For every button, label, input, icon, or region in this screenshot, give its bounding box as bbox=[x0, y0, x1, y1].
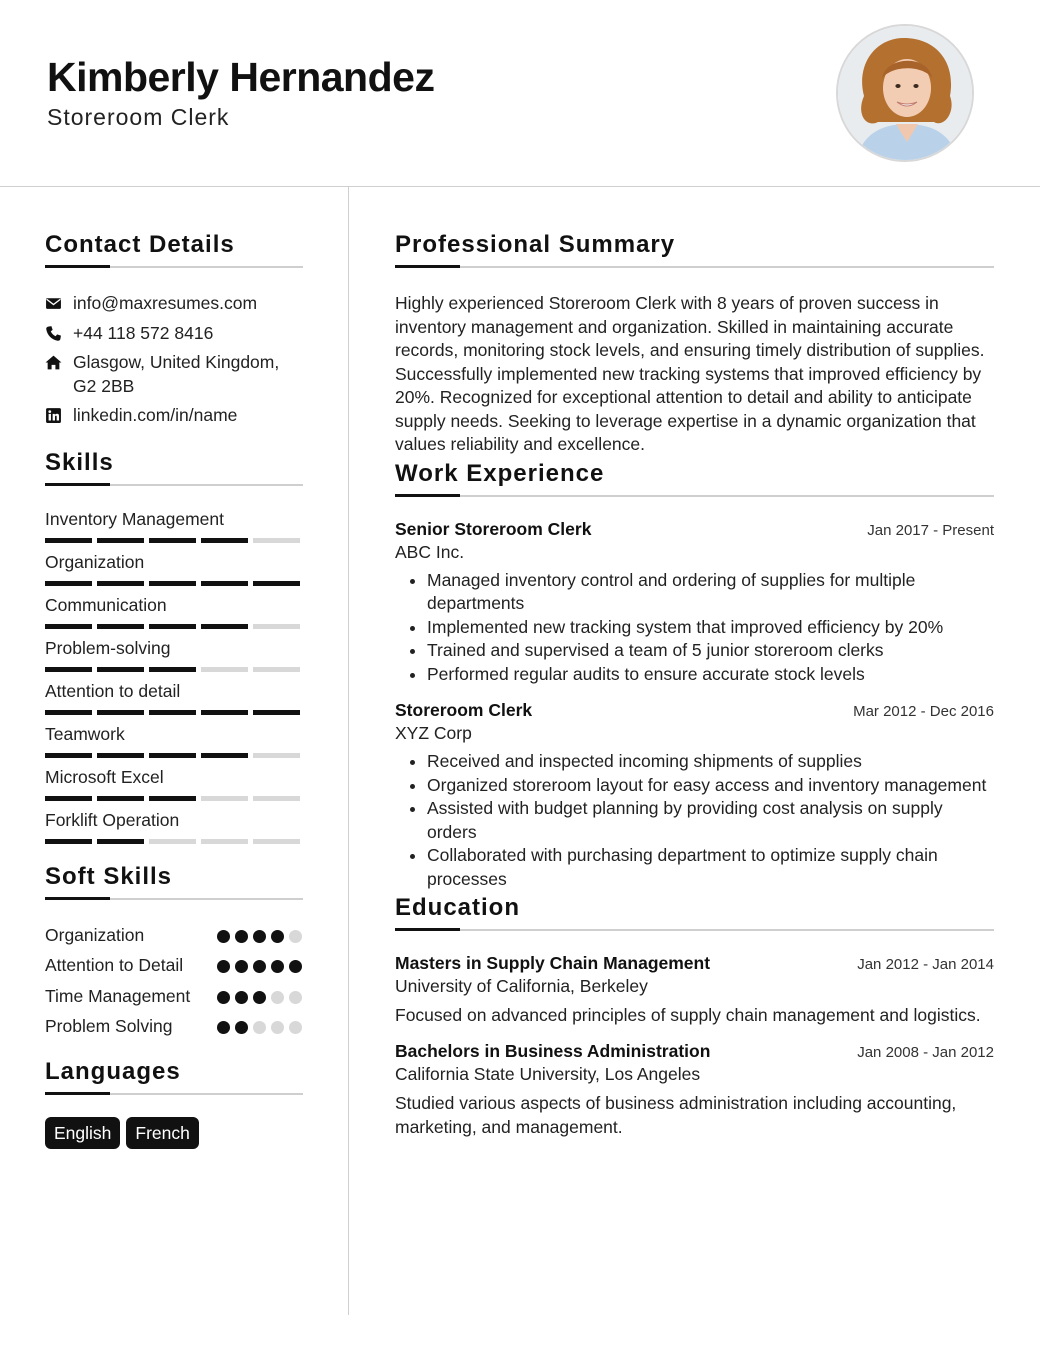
section-rule bbox=[395, 495, 994, 497]
job-bullet: • Trained and supervised a team of 5 junior storeroom clerks bbox=[427, 639, 994, 663]
job-entry bbox=[395, 700, 994, 891]
soft-skill-rating bbox=[217, 954, 303, 978]
phone-icon bbox=[45, 322, 73, 346]
home-icon bbox=[45, 351, 73, 375]
experience-heading: Work Experience bbox=[395, 459, 605, 487]
skill-name: Inventory Management bbox=[45, 508, 224, 529]
skill-name: Forklift Operation bbox=[45, 809, 180, 830]
rating-dot bbox=[271, 960, 284, 973]
skill-name: Microsoft Excel bbox=[45, 766, 164, 787]
skill-level-segment bbox=[253, 753, 300, 758]
skill-level-segment bbox=[253, 624, 300, 629]
education-description: Focused on advanced principles of supply chain management and logistics. bbox=[395, 1005, 981, 1025]
soft-skills-list bbox=[45, 924, 303, 1039]
education-date: Jan 2012 - Jan 2014 bbox=[857, 956, 994, 973]
language-badge: French bbox=[126, 1117, 198, 1149]
skills-heading: Skills bbox=[45, 448, 114, 476]
skill-level-bar bbox=[45, 667, 303, 672]
languages-section bbox=[45, 1057, 303, 1149]
skill-level-segment bbox=[149, 581, 196, 586]
job-bullet: • Organized storeroom layout for easy access and inventory management bbox=[427, 774, 994, 798]
rating-dot bbox=[217, 930, 230, 943]
rating-dot bbox=[217, 1021, 230, 1034]
skill-level-segment bbox=[201, 624, 248, 629]
rating-dot bbox=[235, 930, 248, 943]
soft-skills-section bbox=[45, 862, 303, 1039]
skill-level-segment bbox=[45, 538, 92, 543]
job-bullet: • Received and inspected incoming shipments of supplies bbox=[427, 750, 994, 774]
section-rule bbox=[45, 484, 303, 486]
skill-level-segment bbox=[201, 710, 248, 715]
phone-text: +44 118 572 8416 bbox=[73, 322, 214, 343]
rating-dot bbox=[235, 991, 248, 1004]
skill-level-bar bbox=[45, 839, 303, 844]
languages-list bbox=[45, 1117, 303, 1149]
rating-dot bbox=[235, 1021, 248, 1034]
rating-dot bbox=[235, 960, 248, 973]
contact-address bbox=[45, 351, 303, 398]
skill-level-segment bbox=[201, 581, 248, 586]
degree-title: Bachelors in Business Administration bbox=[395, 1041, 711, 1061]
skill-level-segment bbox=[45, 796, 92, 801]
soft-skill-item bbox=[45, 954, 303, 978]
soft-skill-item bbox=[45, 985, 303, 1009]
summary-text: Highly experienced Storeroom Clerk with 8 years of proven success in inventory management and organization. Skilled in maintaining accurate records, monitoring stock levels, and ensuring timely distribution of supplies. Successfully implemented new tracking systems that improved efficiency by 20%. Recognized for exceptional attention to detail and ability to anticipate supply needs. Seeking to leverage expertise in a dynamic organization that values reliability and excellence. bbox=[395, 293, 985, 454]
resume-header bbox=[0, 0, 1040, 187]
soft-skill-name: Problem Solving bbox=[45, 1016, 173, 1036]
skill-level-segment bbox=[149, 538, 196, 543]
section-rule bbox=[395, 266, 994, 268]
skill-level-segment bbox=[97, 667, 144, 672]
skill-item bbox=[45, 637, 303, 680]
left-column bbox=[45, 230, 303, 1149]
skill-level-segment bbox=[201, 667, 248, 672]
skill-level-segment bbox=[201, 839, 248, 844]
skill-level-segment bbox=[201, 538, 248, 543]
rating-dot bbox=[253, 991, 266, 1004]
job-bullet: • Collaborated with purchasing department to optimize supply chain processes bbox=[427, 844, 994, 891]
skill-level-segment bbox=[253, 710, 300, 715]
rating-dot bbox=[289, 930, 302, 943]
job-header bbox=[395, 519, 994, 540]
skill-level-segment bbox=[149, 753, 196, 758]
skill-level-segment bbox=[45, 710, 92, 715]
skill-level-bar bbox=[45, 581, 303, 586]
job-company: ABC Inc. bbox=[395, 541, 465, 562]
linkedin-text: linkedin.com/in/name bbox=[73, 405, 238, 425]
soft-skill-rating bbox=[217, 924, 303, 948]
skill-level-segment bbox=[97, 753, 144, 758]
section-rule bbox=[45, 898, 303, 900]
skill-level-segment bbox=[149, 839, 196, 844]
skill-level-segment bbox=[253, 667, 300, 672]
soft-skill-item bbox=[45, 924, 303, 948]
job-bullets bbox=[395, 569, 994, 687]
skill-level-segment bbox=[201, 753, 248, 758]
section-rule bbox=[45, 266, 303, 268]
summary-heading: Professional Summary bbox=[395, 231, 676, 258]
school-name: California State University, Los Angeles bbox=[395, 1064, 701, 1084]
experience-section bbox=[395, 459, 994, 892]
skill-level-segment bbox=[97, 839, 144, 844]
column-divider bbox=[348, 187, 349, 1315]
soft-skill-name: Time Management bbox=[45, 985, 191, 1006]
degree-title: Masters in Supply Chain Management bbox=[395, 953, 711, 973]
job-bullet: • Assisted with budget planning by providing cost analysis on supply orders bbox=[427, 797, 994, 844]
skill-level-segment bbox=[97, 538, 144, 543]
rating-dot bbox=[253, 930, 266, 943]
skill-item bbox=[45, 508, 303, 551]
rating-dot bbox=[289, 960, 302, 973]
rating-dot bbox=[271, 1021, 284, 1034]
rating-dot bbox=[253, 1021, 266, 1034]
candidate-title: Storeroom Clerk bbox=[47, 104, 230, 130]
job-bullets bbox=[395, 750, 994, 891]
summary-section bbox=[395, 230, 994, 457]
right-column bbox=[395, 230, 994, 1139]
job-header bbox=[395, 700, 994, 721]
skill-name: Attention to detail bbox=[45, 680, 181, 701]
section-rule bbox=[395, 929, 994, 931]
skill-name: Organization bbox=[45, 551, 145, 572]
address-text: Glasgow, United Kingdom, G2 2BB bbox=[73, 352, 280, 396]
education-list bbox=[395, 953, 994, 1139]
skill-level-bar bbox=[45, 796, 303, 801]
skill-level-segment bbox=[149, 624, 196, 629]
skill-level-segment bbox=[45, 667, 92, 672]
skill-item bbox=[45, 551, 303, 594]
rating-dot bbox=[217, 991, 230, 1004]
skill-level-segment bbox=[253, 538, 300, 543]
skill-item bbox=[45, 766, 303, 809]
job-date: Mar 2012 - Dec 2016 bbox=[853, 703, 994, 720]
job-bullet: • Implemented new tracking system that improved efficiency by 20% bbox=[427, 616, 994, 640]
rating-dot bbox=[271, 991, 284, 1004]
linkedin-icon bbox=[45, 404, 73, 428]
soft-skill-name: Organization bbox=[45, 924, 145, 945]
skill-level-bar bbox=[45, 624, 303, 629]
language-badge: English bbox=[45, 1117, 120, 1149]
education-entry bbox=[395, 953, 994, 1027]
rating-dot bbox=[289, 1021, 302, 1034]
education-header bbox=[395, 953, 994, 974]
contact-email[interactable] bbox=[45, 292, 303, 316]
skill-level-segment bbox=[253, 796, 300, 801]
envelope-icon bbox=[45, 292, 73, 316]
skill-item bbox=[45, 809, 303, 852]
skill-level-bar bbox=[45, 538, 303, 543]
skill-level-segment bbox=[201, 796, 248, 801]
skills-list bbox=[45, 508, 303, 852]
skill-level-segment bbox=[149, 667, 196, 672]
skill-level-segment bbox=[97, 581, 144, 586]
job-title: Senior Storeroom Clerk bbox=[395, 518, 592, 539]
education-description: Studied various aspects of business administration including accounting, marketing, and management. bbox=[395, 1093, 957, 1137]
skill-level-segment bbox=[45, 624, 92, 629]
skill-level-segment bbox=[45, 581, 92, 586]
rating-dot bbox=[289, 991, 302, 1004]
job-entry bbox=[395, 519, 994, 687]
job-company: XYZ Corp bbox=[395, 723, 472, 743]
skill-level-segment bbox=[45, 753, 92, 758]
skill-level-segment bbox=[253, 581, 300, 586]
job-date: Jan 2017 - Present bbox=[867, 521, 994, 539]
education-date: Jan 2008 - Jan 2012 bbox=[857, 1044, 994, 1061]
section-rule bbox=[45, 1093, 303, 1095]
soft-skills-heading: Soft Skills bbox=[45, 862, 173, 890]
contact-heading: Contact Details bbox=[45, 231, 235, 258]
soft-skill-rating bbox=[217, 1015, 303, 1039]
skills-section bbox=[45, 448, 303, 852]
skill-level-segment bbox=[149, 796, 196, 801]
skill-level-bar bbox=[45, 710, 303, 715]
job-bullet: • Managed inventory control and ordering of supplies for multiple departments bbox=[427, 569, 994, 616]
email-text: info@maxresumes.com bbox=[73, 293, 258, 313]
rating-dot bbox=[217, 960, 230, 973]
education-entry bbox=[395, 1041, 994, 1139]
rating-dot bbox=[253, 960, 266, 973]
contact-linkedin[interactable] bbox=[45, 404, 303, 428]
skill-level-segment bbox=[45, 839, 92, 844]
skill-level-bar bbox=[45, 753, 303, 758]
education-heading: Education bbox=[395, 894, 521, 921]
skill-level-segment bbox=[149, 710, 196, 715]
skill-name: Communication bbox=[45, 594, 167, 615]
skill-item bbox=[45, 680, 303, 723]
job-title: Storeroom Clerk bbox=[395, 700, 533, 720]
soft-skill-name: Attention to Detail bbox=[45, 955, 184, 975]
skill-item bbox=[45, 594, 303, 637]
candidate-name: Kimberly Hernandez bbox=[47, 54, 435, 100]
skill-level-segment bbox=[253, 839, 300, 844]
school-name: University of California, Berkeley bbox=[395, 976, 648, 996]
skill-name: Teamwork bbox=[45, 723, 125, 744]
job-list bbox=[395, 519, 994, 892]
soft-skill-rating bbox=[217, 985, 303, 1009]
education-header bbox=[395, 1041, 994, 1062]
skill-level-segment bbox=[97, 796, 144, 801]
profile-photo bbox=[836, 24, 974, 162]
languages-heading: Languages bbox=[45, 1057, 181, 1085]
rating-dot bbox=[271, 930, 284, 943]
job-bullet: • Performed regular audits to ensure accurate stock levels bbox=[427, 663, 994, 687]
skill-name: Problem-solving bbox=[45, 637, 171, 658]
soft-skill-item bbox=[45, 1015, 303, 1039]
contact-section bbox=[45, 230, 303, 428]
skill-item bbox=[45, 723, 303, 766]
skill-level-segment bbox=[97, 624, 144, 629]
education-section bbox=[395, 893, 994, 1139]
skill-level-segment bbox=[97, 710, 144, 715]
contact-phone[interactable] bbox=[45, 322, 303, 346]
